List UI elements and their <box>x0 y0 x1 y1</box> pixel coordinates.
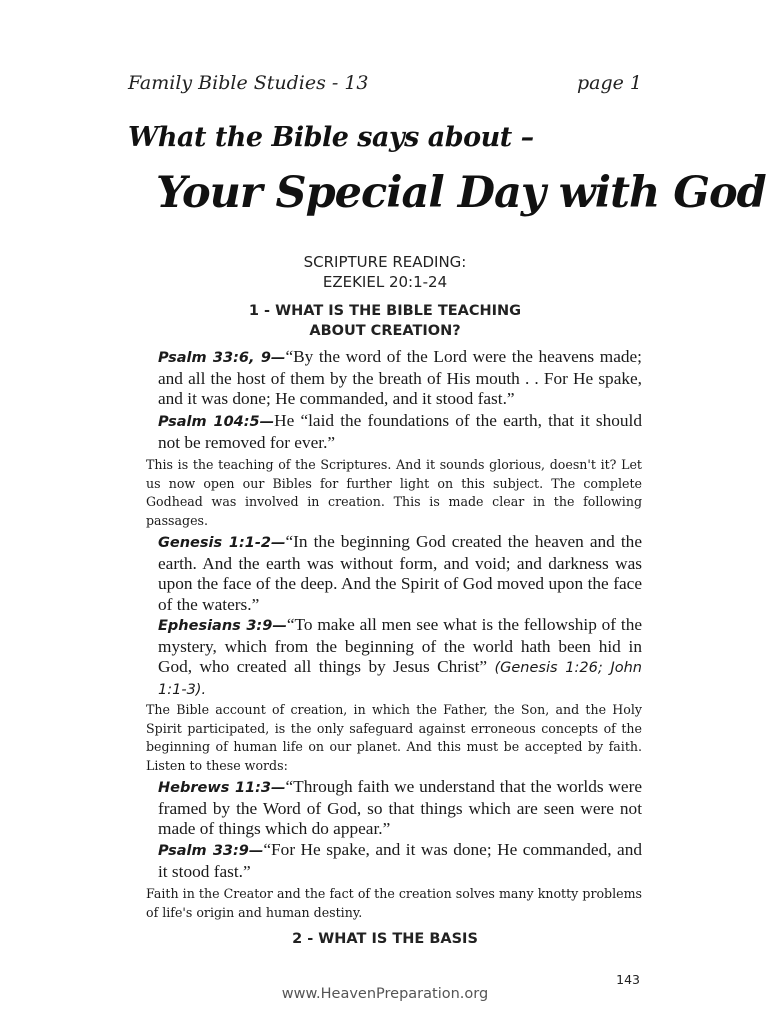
scripture-reading <box>128 252 642 292</box>
verse-text: He “laid the foundations of the earth, that it should not be removed for ever.” <box>158 411 643 452</box>
verse-reference: Psalm 104:5— <box>158 414 275 430</box>
paragraph-1: This is the teaching of the Scriptures. And it sounds glorious, doesn't it? Let us now open our Bibles for further light on this subject. The complete Godhead was involved in creation. This is made clear in the following passages. <box>146 457 642 528</box>
verse-psalm-33-9 <box>158 840 642 882</box>
verse-reference: Psalm 33:6, 9— <box>158 350 286 366</box>
page-label: page 1 <box>576 72 642 94</box>
verse-text: “Through faith we understand that the worlds were framed by the Word of God, so that things which are seen were not made of things which do appear.” <box>158 777 642 838</box>
paragraph-3: Faith in the Creator and the fact of the creation solves many knotty problems of life's origin and human destiny. <box>146 886 642 920</box>
verse-psalm-104-5 <box>158 411 642 453</box>
verse-reference: Genesis 1:1-2— <box>158 535 286 551</box>
verse-ephesians-3-9 <box>158 615 642 700</box>
verse-reference: Hebrews 11:3— <box>158 780 286 796</box>
verse-reference: Ephesians 3:9— <box>158 618 287 634</box>
section-1-line-1: 1 - WHAT IS THE BIBLE TEACHING <box>248 303 522 319</box>
verse-text: “In the beginning God created the heaven and the earth. And the earth was without form, and void; and darkness was upon the face of the deep. And the Spirit of God moved upon the face of the waters.” <box>158 532 642 614</box>
title-line-1: What the Bible says about – <box>128 122 534 153</box>
section-1-line-2: ABOUT CREATION? <box>309 323 461 339</box>
verse-psalm-33-6 <box>158 347 642 410</box>
scripture-reading-label: SCRIPTURE READING: <box>303 253 467 271</box>
website-url: www.HeavenPreparation.org <box>281 986 489 1002</box>
verse-text: “For He spake, and it was done; He commanded, and it stood fast.” <box>158 840 642 881</box>
section-2-question: 2 - WHAT IS THE BASIS <box>292 931 478 947</box>
verse-citation: (Genesis 1:26; John 1:1-3). <box>158 660 642 698</box>
verse-reference: Psalm 33:9— <box>158 843 264 859</box>
scripture-reading-passage: EZEKIEL 20:1-24 <box>322 273 448 291</box>
verse-text: “By the word of the Lord were the heavens made; and all the host of them by the breath of His mouth . . For He spake, and it was done; He commanded, and it stood fast.” <box>158 347 642 408</box>
page-title: Your Special Day with God <box>156 168 766 218</box>
series-title: Family Bible Studies - 13 <box>128 72 369 94</box>
verse-hebrews-11-3 <box>158 777 642 840</box>
section-1-question <box>128 301 642 341</box>
paragraph-2: The Bible account of creation, in which the Father, the Son, and the Holy Spirit participated, is the only safeguard against erroneous concepts of the beginning of human life on our planet. And this must be accepted by faith. Listen to these words: <box>146 702 642 773</box>
verse-genesis-1-1 <box>158 532 642 615</box>
verse-text: “To make all men see what is the fellowship of the mystery, which from the beginning of the world hath been hid in God, who created all things by Jesus Christ” <box>158 615 642 676</box>
page-number: 143 <box>616 972 640 987</box>
